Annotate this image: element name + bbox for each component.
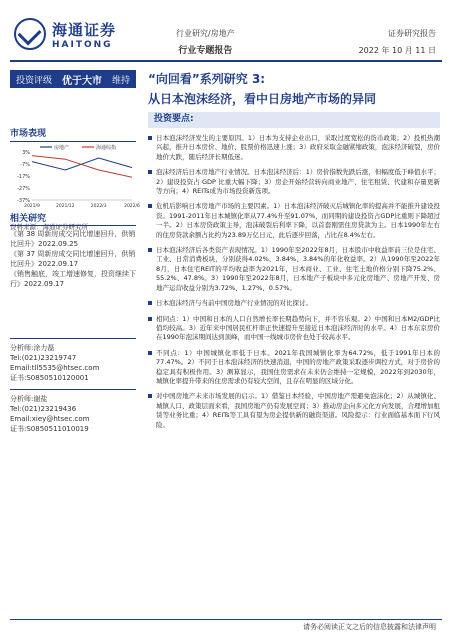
related-item[interactable]: 《第 37 周新房成交同比增速回升，供销比回升》2022.09.17 — [10, 250, 136, 268]
rating-label: 投资评级 — [16, 75, 53, 86]
analyst-cert: 证书:S0850510120001 — [10, 374, 89, 382]
summary-bullet: 相同点：1）中国和日本的人口自然增长率长期趋势向下，并不容乐观。2）中国和日本M2/GDP比值均较高。3）近年来中国居民杠杆率正快速提升至接近日本泡沫经济时的水平。4）日本东京房价在1990年泡沫期间达到顶峰，而中国一线城市房价也处于较高水平。 — [148, 315, 440, 343]
summary-bullet: 不同点：1）中国城镇化率低于日本。2021年我国城镇化率为64.72%，低于1991年日本的77.47%。2）不同于日本泡沫经济的快速消退，中国的房地产政策采取逐步调控方式，对于房价的稳定具有积极作用。3）测算显示，我国住房需求在未来仍会维持一定规模，2022年到2030年，城镇化率提升带来的住房需求仍有较大空间，且存在明显的区域分化。 — [148, 349, 440, 387]
report-category: 行业研究/房地产 — [176, 29, 235, 38]
analyst-email[interactable]: Email:xiey@htsec.com — [10, 415, 90, 423]
legend-label: 房地产 — [54, 145, 70, 151]
analyst-tel: Tel:(021)23219436 — [10, 405, 77, 413]
y-tick-label: -7% — [20, 162, 30, 168]
header-divider — [10, 60, 442, 62]
related-research — [10, 214, 136, 289]
legend-label: 海通综指 — [96, 145, 117, 151]
analyst-tel: Tel:(021)23219747 — [10, 354, 77, 362]
series-line — [32, 158, 132, 170]
summary-bullet: 危机后影响日本房地产市场的主要因素。1）日本泡沫经济破灭后城镇化率的提高并不能推升建设投资。1991-2011年日本城镇化率从77.4%升至91.07%，而同期的建设投资占GDP比重则下降超过一半。2）日本房贷政策主导，泡沫破裂后利率下降，以首套刚需住房贷款为主。日本1990年左右的住房贷款余额占比约为23.89万亿日元，此后逐步回落，占比在8.4%左右。 — [148, 202, 440, 240]
header-center — [176, 28, 235, 56]
market-section-title: 市场表现 — [10, 129, 47, 139]
related-item[interactable]: 《销售触底，竣工增速修复，投资继续下行》2022.09.17 — [10, 270, 136, 288]
report-date: 2022 年 10 月 11 日 — [358, 46, 436, 55]
x-tick-label: 2022/3 — [90, 204, 107, 209]
logo-en-text: HAITONG — [52, 39, 113, 50]
footer-divider — [10, 619, 442, 620]
related-title: 相关研究 — [10, 214, 136, 226]
rating-status: 维持 — [111, 75, 130, 86]
analyst-info — [10, 332, 136, 434]
report-title-line1: “向回看”系列研究 3: — [148, 72, 266, 86]
doc-type: 证券研究报告 — [388, 29, 436, 38]
chart-source: 资料来源：海通证券研究所 — [10, 223, 88, 231]
related-item[interactable]: 《第 38 周新房成交同比增速回升，供销比回升》2022.09.25 — [10, 230, 136, 248]
haitong-logo-icon — [14, 18, 46, 50]
footer-disclaimer: 请务必阅读正文之后的信息披露和法律声明 — [303, 623, 436, 631]
report-type: 行业专题报告 — [178, 46, 233, 56]
header-right — [359, 28, 436, 56]
brand-logo — [14, 18, 116, 50]
x-tick-label: 2021/9 — [24, 204, 40, 209]
analyst-cert: 证书:S0850511010019 — [10, 425, 89, 433]
investment-summary — [148, 112, 440, 612]
summary-heading: 投资要点: — [148, 112, 440, 128]
analyst-name: 分析师:涂力磊 — [10, 344, 55, 352]
y-tick-label: 3% — [22, 150, 30, 156]
rating-bar — [10, 70, 136, 88]
summary-bullet: 日本泡沫经济发生的主要原因。1）日本为支持企业出口，采取过度宽松的货币政策；2）投机热潮兴起，推升日本房价、地价、股票价格迅速上涨；3）政府采取金融紧缩政策，泡沫经济破裂，房价地价大跌，随后经济长期低迷。 — [148, 134, 440, 162]
summary-bullet: 泡沫经济后日本房地产行业情况。日本泡沫经济后：1）房价指数先跌后涨，但幅度低于峰值水平；2）建设投资占 GDP 比重大幅下降；3）房企开始经营转向商业地产、住宅租赁、代建和存量更新等方向；4）REITs成为市场投资新选项。 — [148, 168, 440, 196]
rating-value: 优于大市 — [62, 75, 102, 87]
market-chart — [10, 141, 140, 218]
logo-cn-text: 海通证券 — [52, 20, 117, 39]
series-line — [32, 156, 132, 178]
y-tick-label: -27% — [17, 186, 30, 192]
analyst-email[interactable]: Email:tll5535@htsec.com — [10, 364, 100, 372]
x-tick-label: 2021/12 — [55, 204, 75, 209]
analyst-divider — [10, 338, 136, 339]
y-tick-label: -37% — [17, 198, 30, 204]
y-tick-label: -17% — [17, 174, 30, 180]
x-tick-label: 2022/6 — [124, 204, 140, 209]
summary-bullet: 日本泡沫经济后各类资产表现情况。1）1990年至2022年8月，日本股市中收益率前三位是住宅、工业、日常消费板块，分别获得4.02%、3.84%、3.84%的年化收益率。2）从1990年至2022年8月，日本住宅REIT的平均收益率为2021年，日本商业、工业、住宅土地价格分别下降75.2%、55.2%、47.8%。3）1990年至2022年8月，日本地产子板块中多元化房地产、房地产开发、房地产运营收益分别为3.72%、1.27%、0.57%。 — [148, 246, 440, 293]
market-chart-svg — [10, 142, 140, 212]
analyst-divider — [10, 389, 136, 390]
summary-bullet: 日本泡沫经济与当前中国房地产行业情况的对比探讨。 — [148, 299, 440, 308]
summary-bullet: 对中国房地产未来市场发展的启示。1）借鉴日本经验，中国房地产需避免泡沫化；2）从城镇化、城镇人口、政策层面来看，我国房地产仍有发展空间；3）推动房企向多元化方向发展，合理增加租赁等业务比重；4）REITs等工具有望为房企提供新的融资渠道。风险提示：行业面临基本面下行风险。 — [148, 392, 440, 430]
analyst-name: 分析师:谢盐 — [10, 395, 48, 403]
report-title-line2: 从日本泡沫经济，看中日房地产市场的异同 — [148, 92, 377, 106]
